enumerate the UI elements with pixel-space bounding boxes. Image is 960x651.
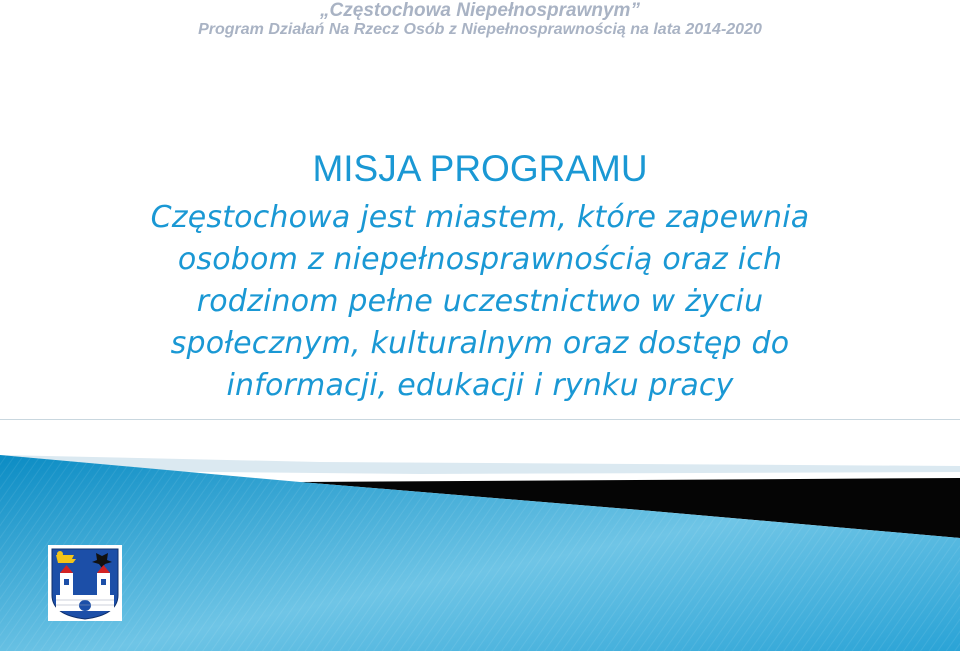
header-line-1: „Częstochowa Niepełnosprawnym”	[320, 0, 640, 21]
header-line-2: Program Działań Na Rzecz Osób z Niepełnosprawnością na lata 2014-2020	[198, 21, 762, 38]
mission-line: informacji, edukacji i rynku pracy	[226, 368, 734, 403]
page-title: MISJA PROGRAMU	[312, 148, 648, 189]
mission-line: osobom z niepełnosprawnością oraz ich	[177, 242, 783, 277]
mission-line: Częstochowa jest miastem, które zapewnia	[150, 200, 810, 235]
mission-line: społecznym, kulturalnym oraz dostęp do	[170, 326, 790, 361]
city-coat-of-arms-icon	[48, 545, 122, 621]
mission-line: rodzinom pełne uczestnictwo w życiu	[196, 284, 764, 319]
